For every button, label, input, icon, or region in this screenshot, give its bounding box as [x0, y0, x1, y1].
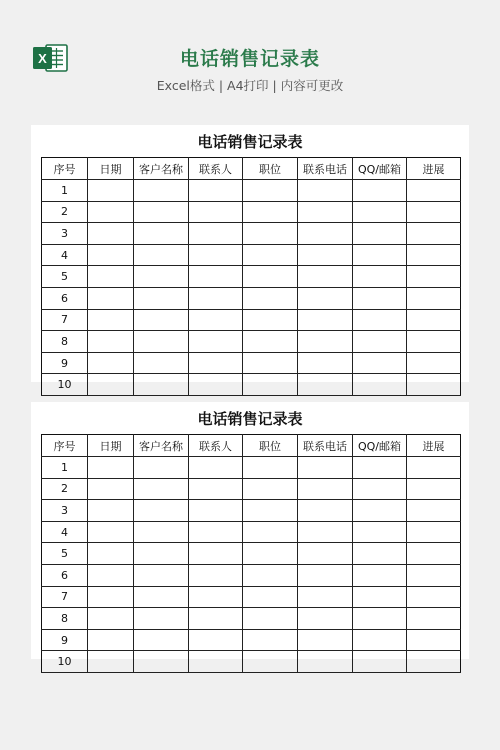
table-cell [243, 309, 298, 331]
table-row [42, 521, 461, 543]
table-cell [88, 266, 134, 288]
table-row [42, 180, 461, 202]
table-cell [134, 457, 189, 479]
table-cell [88, 331, 134, 353]
table-cell [353, 201, 407, 223]
table-row [42, 457, 461, 479]
page-header [0, 0, 500, 110]
sheet-title: 电话销售记录表 [197, 133, 303, 151]
record-table [41, 434, 461, 673]
table-cell [189, 244, 243, 266]
table-cell [298, 586, 353, 608]
table-cell [88, 586, 134, 608]
table-cell [134, 564, 189, 586]
table-cell [407, 608, 461, 630]
table-cell [298, 521, 353, 543]
table-row [42, 651, 461, 673]
table-row [42, 244, 461, 266]
table-cell [298, 309, 353, 331]
table-cell [353, 352, 407, 374]
table-cell [243, 201, 298, 223]
table-cell [88, 521, 134, 543]
table-cell [134, 651, 189, 673]
row-number-cell: 1 [42, 457, 88, 479]
table-cell [407, 564, 461, 586]
row-number-cell: 6 [42, 564, 88, 586]
table-cell [407, 586, 461, 608]
table-cell [88, 287, 134, 309]
table-cell [243, 521, 298, 543]
table-cell [353, 309, 407, 331]
table-row [42, 309, 461, 331]
table-cell [298, 564, 353, 586]
table-header-row [42, 158, 461, 180]
table-cell [353, 564, 407, 586]
table-cell [243, 180, 298, 202]
table-cell [189, 374, 243, 396]
table-cell [88, 629, 134, 651]
column-header: 联系电话 [298, 158, 353, 180]
table-cell [407, 500, 461, 522]
table-cell [298, 331, 353, 353]
table-cell [353, 223, 407, 245]
table-cell [189, 564, 243, 586]
table-cell [407, 309, 461, 331]
table-cell [353, 521, 407, 543]
column-header: 日期 [88, 158, 134, 180]
table-cell [353, 266, 407, 288]
table-cell [407, 331, 461, 353]
table-cell [407, 478, 461, 500]
table-cell [88, 651, 134, 673]
excel-icon-letter: X [38, 51, 47, 66]
table-row [42, 352, 461, 374]
sheet-preview-2 [31, 402, 469, 669]
table-cell [88, 564, 134, 586]
table-cell [134, 374, 189, 396]
table-cell [243, 608, 298, 630]
table-cell [243, 478, 298, 500]
table-cell [134, 521, 189, 543]
column-header: 序号 [42, 435, 88, 457]
table-cell [134, 543, 189, 565]
table-cell [243, 586, 298, 608]
table-header-row [42, 435, 461, 457]
table-cell [407, 201, 461, 223]
table-cell [189, 331, 243, 353]
column-header: 客户名称 [134, 435, 189, 457]
table-cell [88, 457, 134, 479]
table-cell [353, 478, 407, 500]
row-number-cell: 3 [42, 500, 88, 522]
table-cell [298, 457, 353, 479]
table-cell [298, 266, 353, 288]
table-cell [243, 500, 298, 522]
table-cell [298, 180, 353, 202]
row-number-cell: 2 [42, 478, 88, 500]
table-row [42, 331, 461, 353]
table-cell [407, 223, 461, 245]
page-title: 电话销售记录表 [179, 48, 320, 70]
row-number-cell: 10 [42, 374, 88, 396]
table-cell [353, 608, 407, 630]
column-header: 进展 [407, 435, 461, 457]
table-cell [189, 500, 243, 522]
table-cell [134, 478, 189, 500]
table-row [42, 543, 461, 565]
table-cell [243, 651, 298, 673]
table-cell [407, 457, 461, 479]
table-cell [243, 457, 298, 479]
table-cell [407, 287, 461, 309]
table-cell [189, 266, 243, 288]
table-cell [298, 223, 353, 245]
table-cell [189, 309, 243, 331]
column-header: 职位 [243, 435, 298, 457]
table-cell [134, 287, 189, 309]
row-number-cell: 4 [42, 244, 88, 266]
column-header: 职位 [243, 158, 298, 180]
table-cell [353, 543, 407, 565]
table-cell [134, 180, 189, 202]
table-cell [298, 287, 353, 309]
table-cell [88, 244, 134, 266]
table-cell [134, 629, 189, 651]
table-cell [353, 244, 407, 266]
table-cell [88, 500, 134, 522]
table-cell [88, 223, 134, 245]
table-cell [353, 287, 407, 309]
table-cell [189, 352, 243, 374]
table-cell [134, 500, 189, 522]
table-cell [407, 651, 461, 673]
table-cell [134, 352, 189, 374]
table-cell [407, 629, 461, 651]
table-row [42, 223, 461, 245]
table-cell [298, 352, 353, 374]
sheet-preview-1 [31, 125, 469, 392]
table-row [42, 287, 461, 309]
column-header: 联系人 [189, 435, 243, 457]
column-header: 序号 [42, 158, 88, 180]
row-number-cell: 8 [42, 331, 88, 353]
row-number-cell: 4 [42, 521, 88, 543]
row-number-cell: 2 [42, 201, 88, 223]
table-cell [189, 287, 243, 309]
table-row [42, 374, 461, 396]
column-header: 客户名称 [134, 158, 189, 180]
table-cell [407, 244, 461, 266]
table-cell [298, 608, 353, 630]
table-cell [189, 586, 243, 608]
table-cell [407, 374, 461, 396]
table-cell [189, 629, 243, 651]
table-cell [134, 201, 189, 223]
table-cell [298, 629, 353, 651]
table-cell [353, 374, 407, 396]
table-cell [243, 244, 298, 266]
table-row [42, 629, 461, 651]
table-cell [189, 651, 243, 673]
column-header: QQ/邮箱 [353, 435, 407, 457]
table-cell [189, 223, 243, 245]
row-number-cell: 3 [42, 223, 88, 245]
record-table [41, 157, 461, 396]
row-number-cell: 6 [42, 287, 88, 309]
table-cell [353, 651, 407, 673]
table-cell [88, 543, 134, 565]
table-row [42, 201, 461, 223]
table-row [42, 500, 461, 522]
column-header: 联系电话 [298, 435, 353, 457]
table-cell [353, 331, 407, 353]
column-header: 联系人 [189, 158, 243, 180]
table-cell [134, 309, 189, 331]
column-header: QQ/邮箱 [353, 158, 407, 180]
table-cell [243, 374, 298, 396]
table-cell [189, 457, 243, 479]
table-cell [298, 201, 353, 223]
table-cell [298, 500, 353, 522]
table-cell [88, 352, 134, 374]
row-number-cell: 9 [42, 629, 88, 651]
table-cell [88, 608, 134, 630]
table-row [42, 266, 461, 288]
table-cell [88, 478, 134, 500]
row-number-cell: 7 [42, 586, 88, 608]
table-cell [353, 457, 407, 479]
table-cell [134, 266, 189, 288]
table-row [42, 608, 461, 630]
table-cell [88, 201, 134, 223]
table-row [42, 478, 461, 500]
row-number-cell: 5 [42, 543, 88, 565]
table-row [42, 586, 461, 608]
row-number-cell: 10 [42, 651, 88, 673]
sheet-title: 电话销售记录表 [197, 410, 303, 428]
table-cell [134, 608, 189, 630]
table-cell [407, 543, 461, 565]
table-cell [298, 244, 353, 266]
row-number-cell: 7 [42, 309, 88, 331]
table-cell [88, 374, 134, 396]
table-cell [298, 374, 353, 396]
row-number-cell: 8 [42, 608, 88, 630]
table-cell [134, 223, 189, 245]
table-cell [298, 543, 353, 565]
table-cell [353, 586, 407, 608]
page-subtitle: Excel格式 | A4打印 | 内容可更改 [156, 78, 344, 93]
column-header: 进展 [407, 158, 461, 180]
table-cell [134, 586, 189, 608]
table-cell [134, 244, 189, 266]
table-cell [243, 564, 298, 586]
table-cell [88, 180, 134, 202]
table-cell [189, 543, 243, 565]
table-cell [189, 608, 243, 630]
table-cell [298, 478, 353, 500]
table-cell [189, 201, 243, 223]
table-cell [243, 331, 298, 353]
table-cell [353, 629, 407, 651]
table-cell [189, 521, 243, 543]
table-cell [243, 543, 298, 565]
table-cell [407, 266, 461, 288]
row-number-cell: 9 [42, 352, 88, 374]
table-cell [407, 521, 461, 543]
table-cell [134, 331, 189, 353]
table-cell [298, 651, 353, 673]
table-cell [353, 500, 407, 522]
table-cell [243, 352, 298, 374]
table-cell [407, 352, 461, 374]
table-cell [243, 266, 298, 288]
table-cell [407, 180, 461, 202]
row-number-cell: 5 [42, 266, 88, 288]
row-number-cell: 1 [42, 180, 88, 202]
table-cell [243, 629, 298, 651]
table-cell [243, 223, 298, 245]
column-header: 日期 [88, 435, 134, 457]
table-cell [243, 287, 298, 309]
table-cell [88, 309, 134, 331]
table-row [42, 564, 461, 586]
table-cell [189, 180, 243, 202]
table-cell [353, 180, 407, 202]
table-cell [189, 478, 243, 500]
